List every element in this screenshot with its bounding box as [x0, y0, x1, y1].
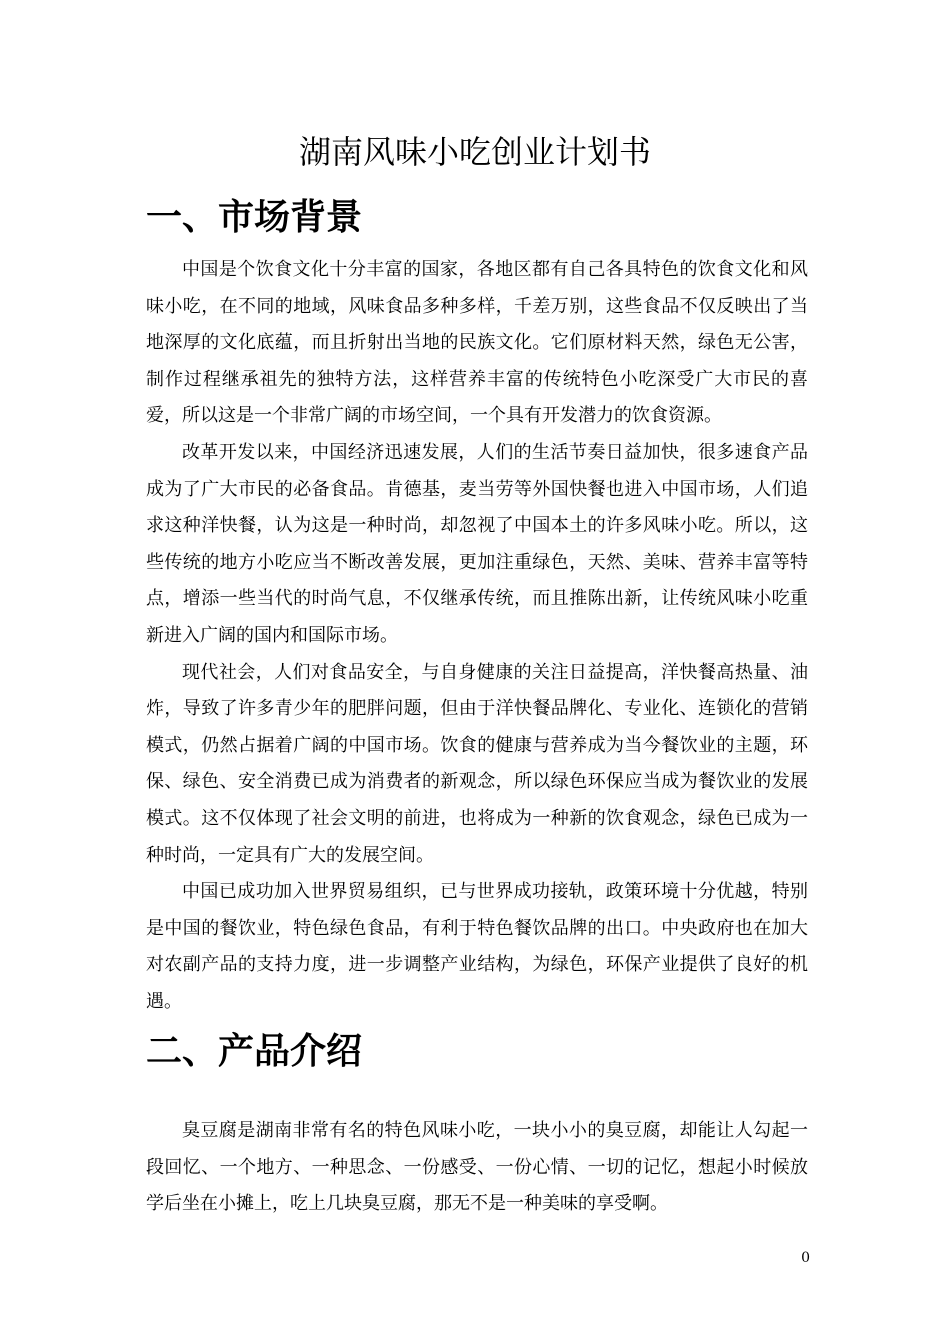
- paragraph: 改革开发以来，中国经济迅速发展，人们的生活节奏日益加快，很多速食产品成为了广大市民的必备食品。肯德基，麦当劳等外国快餐也进入中国市场，人们追求这种洋快餐，认为这是一种时尚，却忽视了中国本土的许多风味小吃。所以，这些传统的地方小吃应当不断改善发展，更加注重绿色，天然、美味、营养丰富等特点，增添一些当代的时尚气息，不仅继承传统，而且推陈出新，让传统风味小吃重新进入广阔的国内和国际市场。: [146, 441, 808, 646]
- section-heading-product-intro: 二、产品介绍: [146, 1031, 363, 1072]
- section-body-product-intro: [146, 1113, 808, 1223]
- page-number: 0: [801, 1250, 810, 1266]
- paragraph: 臭豆腐是湖南非常有名的特色风味小吃，一块小小的臭豆腐，却能让人勾起一段回忆、一个地方、一种思念、一份感受、一份心情、一切的记忆，想起小时候放学后坐在小摊上，吃上几块臭豆腐，那无不是一种美味的享受啊。: [146, 1120, 808, 1215]
- section-body-market-background: [146, 252, 808, 1020]
- paragraph: 现代社会，人们对食品安全，与自身健康的关注日益提高，洋快餐高热量、油炸，导致了许多青少年的肥胖问题，但由于洋快餐品牌化、专业化、连锁化的营销模式，仍然占据着广阔的中国市场。饮食的健康与营养成为当今餐饮业的主题，环保、绿色、安全消费已成为消费者的新观念，所以绿色环保应当成为餐饮业的发展模式。这不仅体现了社会文明的前进，也将成为一种新的饮食观念，绿色已成为一种时尚，一定具有广大的发展空间。: [146, 661, 808, 866]
- paragraph: 中国是个饮食文化十分丰富的国家，各地区都有自己各具特色的饮食文化和风味小吃，在不同的地域，风味食品多种多样，千差万别，这些食品不仅反映出了当地深厚的文化底蕴，而且折射出当地的民族文化。它们原材料天然，绿色无公害，制作过程继承祖先的独特方法，这样营养丰富的传统特色小吃深受广大市民的喜爱，所以这是一个非常广阔的市场空间，一个具有开发潜力的饮食资源。: [146, 259, 808, 427]
- document-title: 湖南风味小吃创业计划书: [298, 133, 651, 171]
- paragraph: 中国已成功加入世界贸易组织，已与世界成功接轨，政策环境十分优越，特别是中国的餐饮业，特色绿色食品，有利于特色餐饮品牌的出口。中央政府也在加大对农副产品的支持力度，进一步调整产业结构，为绿色，环保产业提供了良好的机遇。: [146, 881, 808, 1012]
- section-heading-market-background: 一、市场背景: [146, 197, 363, 238]
